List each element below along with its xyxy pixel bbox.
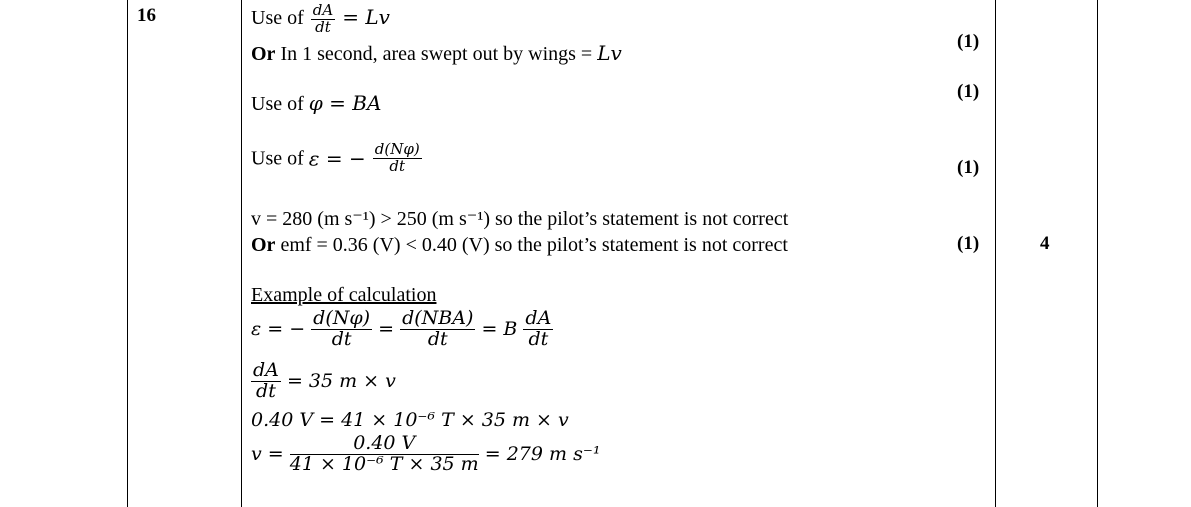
step-1-denominator: dt	[315, 17, 331, 36]
step-4-lhs: ε = −	[308, 146, 366, 171]
mark-2: (1)	[957, 81, 980, 102]
eq2-fraction	[251, 361, 281, 402]
step-4	[251, 142, 422, 175]
eq1-f1-den: dt	[331, 327, 352, 350]
eq2-den: dt	[256, 379, 276, 402]
step-4-fraction	[373, 142, 422, 175]
total-marks: 4	[1040, 233, 1050, 254]
step-2-or: Or	[251, 43, 276, 65]
step-3	[251, 93, 381, 114]
eq1-mid: = B	[481, 317, 518, 340]
eq4-rhs: = 279 m s⁻¹	[484, 442, 601, 465]
eq4-fraction	[290, 434, 479, 475]
eq1-f3-num: dA	[525, 307, 552, 329]
eq4-lhs: v =	[251, 442, 284, 465]
step-6	[251, 235, 788, 255]
eq1-lhs: ε = −	[251, 317, 306, 340]
eq2-rhs: = 35 m × v	[286, 369, 396, 392]
eq1-f2-num: d(NBA)	[402, 307, 474, 329]
question-number: 16	[137, 5, 156, 26]
step-1-rhs: = Lv	[342, 4, 390, 29]
example-eq1	[251, 309, 553, 350]
eq2-num: dA	[253, 359, 279, 381]
step-2-math: Lv	[597, 41, 622, 65]
eq1-equals: =	[378, 317, 395, 340]
eq4-num: 0.40 V	[290, 434, 479, 455]
step-6-or: Or	[251, 234, 276, 256]
table-border-left	[127, 0, 128, 507]
example-heading: Example of calculation	[251, 284, 437, 306]
step-3-prefix: Use of	[251, 93, 304, 115]
example-eq4	[251, 434, 600, 475]
table-border-answer-left	[241, 0, 242, 507]
step-6-text: emf = 0.36 (V) < 0.40 (V) so the pilot’s statement is not correct	[280, 234, 788, 256]
step-1-numerator: dA	[312, 1, 334, 19]
step-2-text: In 1 second, area swept out by wings =	[280, 43, 593, 65]
step-1-fraction	[311, 3, 335, 36]
eq1-f2-den: dt	[427, 327, 448, 350]
eq1-fraction-1	[311, 309, 372, 350]
step-5	[251, 209, 788, 229]
step-1	[251, 3, 390, 36]
eq1-fraction-3	[523, 309, 553, 350]
example-eq2	[251, 361, 396, 402]
eq1-f1-num: d(Nφ)	[313, 307, 371, 329]
step-1-prefix: Use of	[251, 6, 304, 29]
eq1-f3-den: dt	[528, 327, 549, 350]
step-4-numerator: d(Nφ)	[374, 140, 420, 158]
mark-1: (1)	[957, 31, 980, 52]
mark-4: (1)	[957, 233, 980, 254]
table-border-answer-right	[995, 0, 996, 507]
step-4-denominator: dt	[389, 156, 406, 175]
mark-3: (1)	[957, 157, 980, 178]
eq1-fraction-2	[400, 309, 475, 350]
step-3-math: φ = BA	[308, 91, 382, 115]
example-eq3: 0.40 V = 41 × 10⁻⁶ T × 35 m × v	[251, 409, 569, 431]
step-4-prefix: Use of	[251, 147, 304, 170]
table-border-right	[1097, 0, 1098, 507]
step-5-text: v = 280 (m s⁻¹) > 250 (m s⁻¹) so the pilot’s statement is not correct	[251, 208, 789, 230]
eq4-den: 41 × 10⁻⁶ T × 35 m	[289, 452, 479, 475]
step-2	[251, 43, 622, 64]
